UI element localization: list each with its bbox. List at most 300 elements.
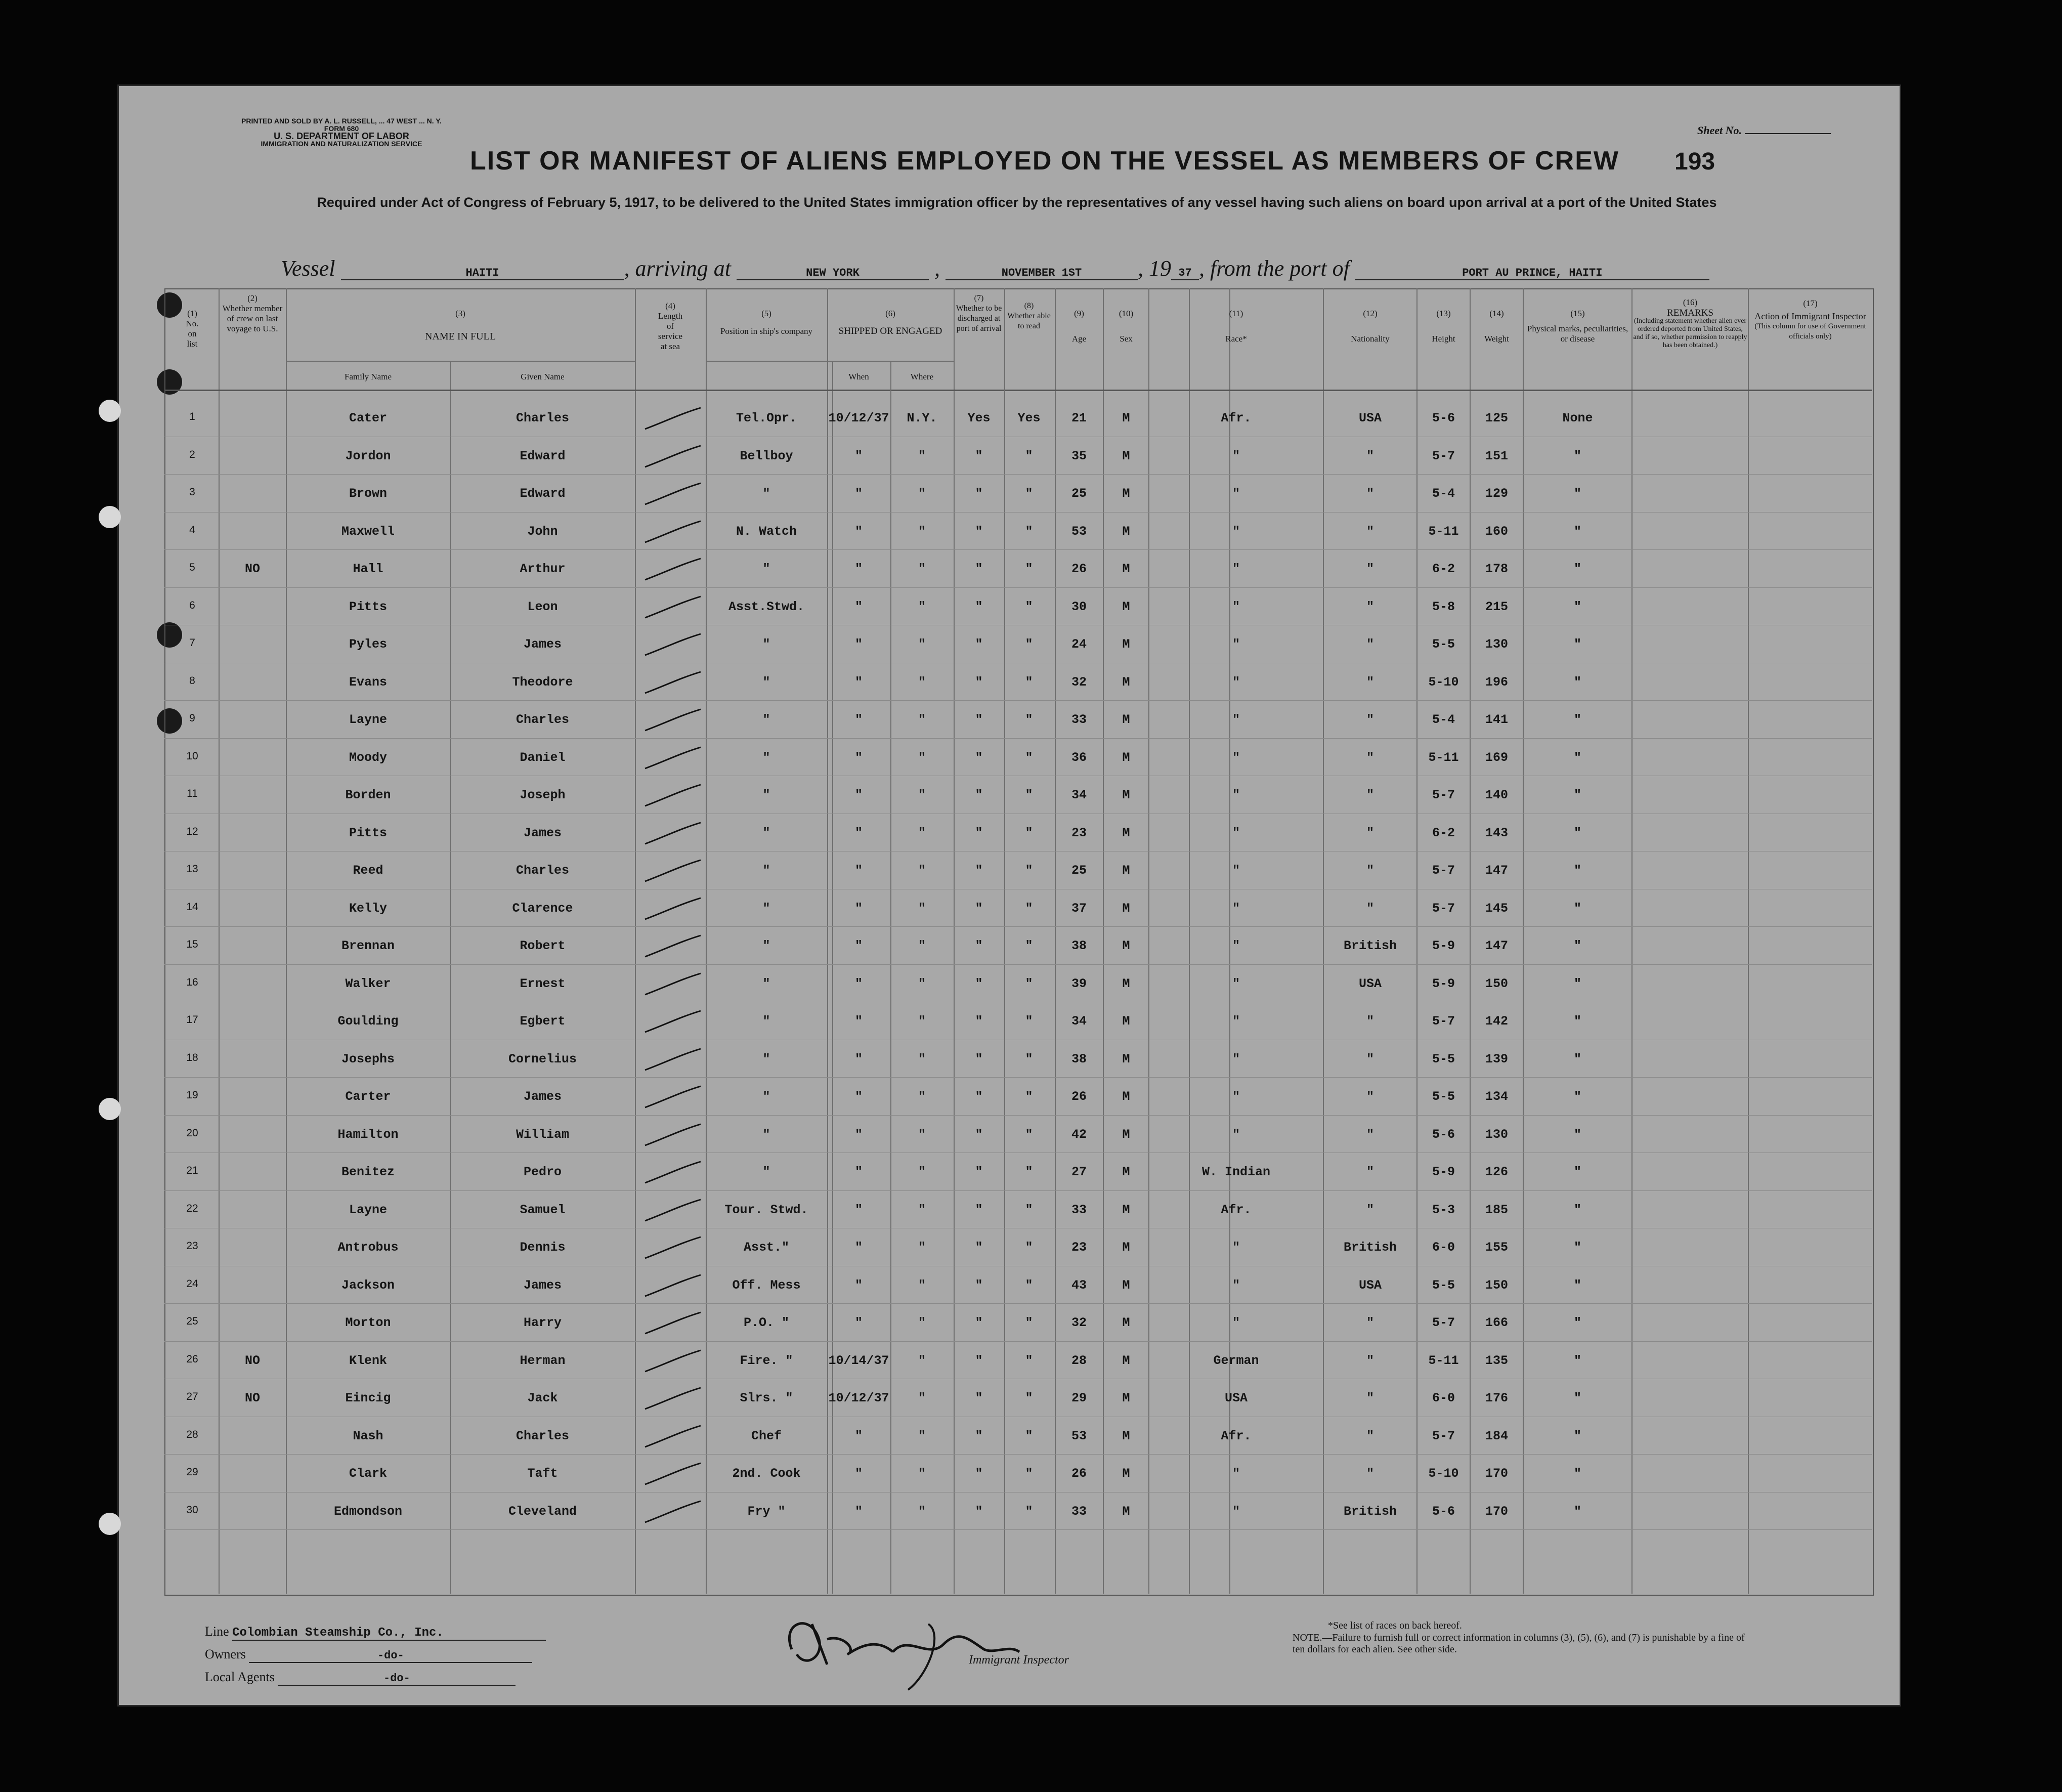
col-num: (10) <box>1119 309 1134 318</box>
cell-race: German <box>1213 1353 1259 1368</box>
cell-nationality: " <box>1366 674 1374 690</box>
cell-age: 32 <box>1071 1315 1087 1330</box>
cell-height: 6-0 <box>1432 1391 1455 1405</box>
col-header-3a: Family Name <box>344 372 392 381</box>
col-note: (This column for use of Government officials only) <box>1754 322 1866 340</box>
cell-nationality: " <box>1366 712 1374 727</box>
cell-no: 26 <box>186 1353 198 1365</box>
cell-sex: M <box>1122 448 1130 463</box>
cell-race: " <box>1232 637 1240 652</box>
cell-nationality: " <box>1366 562 1374 576</box>
cell-read: " <box>1025 938 1033 953</box>
cell-no: 13 <box>186 863 198 875</box>
cell-read: " <box>1025 901 1033 916</box>
cell-discharged: " <box>975 901 983 916</box>
cell-weight: 215 <box>1485 599 1508 614</box>
row-rule <box>164 926 1872 927</box>
col-header-10 <box>1104 309 1148 344</box>
cell-nationality: British <box>1343 1240 1397 1255</box>
cell-marks: " <box>1573 976 1581 991</box>
cell-sex: M <box>1122 411 1130 425</box>
footer-owners <box>205 1647 532 1663</box>
cell-age: 21 <box>1071 411 1087 425</box>
cell-marks: " <box>1573 1315 1581 1330</box>
cell-discharged: " <box>975 1466 983 1481</box>
row-rule <box>164 549 1872 550</box>
cell-read: " <box>1025 1089 1033 1104</box>
cell-given: Joseph <box>520 788 566 802</box>
cell-height: 5-6 <box>1432 1127 1455 1142</box>
row-rule <box>164 512 1872 513</box>
cell-weight: 170 <box>1485 1504 1508 1519</box>
cell-weight: 135 <box>1485 1353 1508 1368</box>
cell-height: 5-6 <box>1432 1504 1455 1519</box>
cell-height: 5-4 <box>1432 486 1455 501</box>
col-num: (11) <box>1229 309 1243 318</box>
line-label: Line <box>205 1624 229 1639</box>
col-label: Length of service at sea <box>658 311 683 351</box>
agents-value: -do- <box>278 1672 516 1686</box>
row-rule <box>164 1454 1872 1455</box>
cell-sex: M <box>1122 1089 1130 1104</box>
col-header-17 <box>1749 298 1872 342</box>
cell-age: 28 <box>1071 1353 1087 1368</box>
col-header-15 <box>1524 309 1631 344</box>
cell-age: 32 <box>1071 674 1087 690</box>
cell-family: Klenk <box>349 1353 387 1368</box>
cell-no: 12 <box>186 825 198 837</box>
cell-age: 33 <box>1071 712 1087 727</box>
cell-given: Charles <box>516 712 570 727</box>
cell-marks: None <box>1562 411 1593 425</box>
col-label: Weight <box>1484 334 1509 344</box>
row-rule <box>164 700 1872 701</box>
cell-sex: M <box>1122 825 1130 840</box>
cell-height: 5-5 <box>1432 1277 1455 1293</box>
cell-discharged: " <box>975 1428 983 1443</box>
service-tick-mark <box>640 442 706 472</box>
owners-value: -do- <box>249 1649 532 1663</box>
cell-given: Taft <box>527 1466 558 1481</box>
cell-sex: M <box>1122 524 1130 539</box>
cell-nationality: " <box>1366 1202 1374 1217</box>
cell-marks: " <box>1573 524 1581 539</box>
cell-race: " <box>1232 674 1240 690</box>
cell-discharged: " <box>975 1391 983 1405</box>
cell-weight: 130 <box>1485 637 1508 652</box>
cell-read: " <box>1025 1315 1033 1330</box>
col-label: REMARKS <box>1667 308 1713 318</box>
cell-position: " <box>762 788 770 802</box>
cell-no: 29 <box>186 1466 198 1478</box>
inspector-label: Immigrant Inspector <box>969 1653 1069 1667</box>
cell-sex: M <box>1122 1240 1130 1255</box>
cell-sex: M <box>1122 712 1130 727</box>
col-num: (6) <box>885 309 895 318</box>
cell-position: " <box>762 1089 770 1104</box>
row-rule <box>164 964 1872 965</box>
cell-read: " <box>1025 1353 1033 1368</box>
cell-sex: M <box>1122 901 1130 916</box>
row-rule <box>164 1303 1872 1304</box>
cell-where: " <box>918 1202 926 1217</box>
col-num: (1) <box>187 309 197 318</box>
cell-nationality: " <box>1366 1466 1374 1481</box>
cell-race: " <box>1232 901 1240 916</box>
cell-height: 5-7 <box>1432 448 1455 463</box>
cell-position: " <box>762 562 770 576</box>
cell-when: " <box>854 637 863 652</box>
cell-no: 21 <box>186 1165 198 1176</box>
cell-nationality: British <box>1343 938 1397 953</box>
cell-weight: 150 <box>1485 1277 1508 1293</box>
cell-when: " <box>854 1428 863 1443</box>
cell-nationality: " <box>1366 524 1374 539</box>
cell-no: 17 <box>186 1014 198 1026</box>
cell-where: " <box>918 750 926 765</box>
service-tick-mark <box>640 1233 706 1263</box>
cell-weight: 126 <box>1485 1165 1508 1179</box>
cell-height: 6-2 <box>1432 825 1455 840</box>
cell-read: " <box>1025 562 1033 576</box>
cell-read: " <box>1025 486 1033 501</box>
cell-marks: " <box>1573 599 1581 614</box>
cell-race: " <box>1232 599 1240 614</box>
cell-weight: 185 <box>1485 1202 1508 1217</box>
service-tick-mark <box>640 781 706 811</box>
cell-sex: M <box>1122 1391 1130 1405</box>
cell-no: 7 <box>189 637 195 649</box>
vessel-label: Vessel <box>281 256 335 281</box>
cell-where: " <box>918 1466 926 1481</box>
cell-height: 5-5 <box>1432 1089 1455 1104</box>
service-tick-mark <box>640 856 706 886</box>
cell-age: 25 <box>1071 486 1087 501</box>
cell-position: Off. Mess <box>732 1277 801 1293</box>
cell-when: " <box>854 1504 863 1519</box>
service-tick-mark <box>640 1196 706 1226</box>
cell-marks: " <box>1573 1202 1581 1217</box>
cell-sex: M <box>1122 1165 1130 1179</box>
cell-marks: " <box>1573 1051 1581 1066</box>
cell-race: " <box>1232 562 1240 576</box>
from-label: , from the port of <box>1198 256 1350 281</box>
cell-position: " <box>762 486 770 501</box>
cell-when: " <box>854 938 863 953</box>
cell-read: " <box>1025 825 1033 840</box>
cell-family: Cater <box>349 411 387 425</box>
cell-given: Cleveland <box>508 1504 577 1519</box>
cell-position: Fry " <box>747 1504 786 1519</box>
cell-weight: 134 <box>1485 1089 1508 1104</box>
col-label: Action of Immigrant Inspector <box>1754 311 1866 321</box>
cell-read: " <box>1025 1165 1033 1179</box>
row-rule <box>164 1529 1872 1530</box>
cell-sex: M <box>1122 750 1130 765</box>
cell-weight: 130 <box>1485 1127 1508 1142</box>
row-rule <box>164 1190 1872 1191</box>
cell-age: 43 <box>1071 1277 1087 1293</box>
cell-when: " <box>854 524 863 539</box>
cell-marks: " <box>1573 448 1581 463</box>
cell-nationality: " <box>1366 863 1374 878</box>
cell-family: Pitts <box>349 599 387 614</box>
cell-weight: 169 <box>1485 750 1508 765</box>
cell-read: " <box>1025 1014 1033 1029</box>
cell-marks: " <box>1573 901 1581 916</box>
cell-family: Walker <box>345 976 391 991</box>
cell-when: 10/14/37 <box>828 1353 889 1368</box>
cell-discharged: " <box>975 1089 983 1104</box>
cell-when: " <box>854 674 863 690</box>
col-label: NAME IN FULL <box>425 331 496 342</box>
cell-race: " <box>1232 486 1240 501</box>
cell-age: 34 <box>1071 788 1087 802</box>
cell-height: 5-11 <box>1428 524 1459 539</box>
cell-height: 5-10 <box>1428 674 1459 690</box>
cell-where: " <box>918 1127 926 1142</box>
cell-when: " <box>854 750 863 765</box>
cell-where: " <box>918 1014 926 1029</box>
cell-discharged: " <box>975 1165 983 1179</box>
cell-height: 5-7 <box>1432 1315 1455 1330</box>
cell-weight: 129 <box>1485 486 1508 501</box>
cell-weight: 125 <box>1485 411 1508 425</box>
service-tick-mark <box>640 1346 706 1377</box>
cell-where: " <box>918 825 926 840</box>
cell-no: 19 <box>186 1089 198 1101</box>
cell-marks: " <box>1573 1353 1581 1368</box>
cell-race: USA <box>1224 1391 1248 1405</box>
cell-weight: 140 <box>1485 788 1508 802</box>
cell-race: " <box>1232 1240 1240 1255</box>
cell-where: N.Y. <box>907 411 937 425</box>
column-divider <box>635 288 636 1594</box>
cell-when: " <box>854 901 863 916</box>
cell-age: 23 <box>1071 1240 1087 1255</box>
cell-marks: " <box>1573 788 1581 802</box>
col-header-12 <box>1324 309 1416 344</box>
cell-no: 10 <box>186 750 198 762</box>
cell-race: " <box>1232 825 1240 840</box>
cell-family: Morton <box>345 1315 391 1330</box>
col-label: Physical marks, peculiarities, or disease <box>1527 324 1628 344</box>
cell-age: 26 <box>1071 1089 1087 1104</box>
service-tick-mark <box>640 630 706 660</box>
cell-no: 9 <box>189 712 195 724</box>
cell-family: Josephs <box>341 1051 395 1066</box>
cell-race: " <box>1232 1014 1240 1029</box>
cell-race: " <box>1232 976 1240 991</box>
cell-discharged: " <box>975 938 983 953</box>
cell-when: " <box>854 1315 863 1330</box>
cell-given: Charles <box>516 863 570 878</box>
punch-hole <box>99 1513 121 1535</box>
cell-family: Clark <box>349 1466 387 1481</box>
service-tick-mark <box>640 1271 706 1301</box>
cell-when: " <box>854 1014 863 1029</box>
col-header-6a: When <box>848 372 869 381</box>
cell-discharged: " <box>975 524 983 539</box>
col-num: (9) <box>1074 309 1084 318</box>
col-header-14 <box>1471 309 1523 344</box>
cell-marks: " <box>1573 562 1581 576</box>
manifest-sheet <box>119 86 1900 1705</box>
cell-read: " <box>1025 750 1033 765</box>
cell-height: 5-10 <box>1428 1466 1459 1481</box>
cell-position: Fire. " <box>740 1353 793 1368</box>
cell-discharged: " <box>975 1504 983 1519</box>
cell-when: " <box>854 1240 863 1255</box>
cell-height: 5-7 <box>1432 901 1455 916</box>
line-value: Colombian Steamship Co., Inc. <box>232 1626 546 1641</box>
cell-given: James <box>523 1277 562 1293</box>
cell-position: " <box>762 750 770 765</box>
cell-age: 33 <box>1071 1202 1087 1217</box>
cell-where: " <box>918 1504 926 1519</box>
cell-when: " <box>854 1089 863 1104</box>
col-num: (13) <box>1436 309 1451 318</box>
cell-height: 5-11 <box>1428 750 1459 765</box>
cell-when: " <box>854 1051 863 1066</box>
cell-read: " <box>1025 599 1033 614</box>
cell-nationality: USA <box>1358 1277 1382 1293</box>
cell-age: 38 <box>1071 1051 1087 1066</box>
cell-position: Asst.Stwd. <box>728 599 805 614</box>
cell-race: " <box>1232 712 1240 727</box>
cell-when: " <box>854 1202 863 1217</box>
cell-nationality: " <box>1366 1014 1374 1029</box>
cell-sex: M <box>1122 938 1130 953</box>
cell-age: 26 <box>1071 562 1087 576</box>
cell-race: Afr. <box>1221 1428 1252 1443</box>
cell-given: Edward <box>520 486 566 501</box>
cell-weight: 160 <box>1485 524 1508 539</box>
cell-nationality: " <box>1366 1089 1374 1104</box>
cell-where: " <box>918 976 926 991</box>
cell-no: 27 <box>186 1391 198 1402</box>
cell-position: " <box>762 1165 770 1179</box>
cell-given: Edward <box>520 448 566 463</box>
col-label: Nationality <box>1351 334 1390 344</box>
cell-when: " <box>854 788 863 802</box>
cell-family: Benitez <box>341 1165 395 1179</box>
cell-position: Chef <box>751 1428 782 1443</box>
cell-given: Charles <box>516 411 570 425</box>
cell-family: Goulding <box>337 1014 399 1029</box>
cell-sex: M <box>1122 637 1130 652</box>
cell-position: Tel.Opr. <box>736 411 797 425</box>
cell-marks: " <box>1573 1504 1581 1519</box>
cell-read: " <box>1025 637 1033 652</box>
service-tick-mark <box>640 894 706 924</box>
cell-when: " <box>854 599 863 614</box>
cell-discharged: " <box>975 1051 983 1066</box>
cell-nationality: " <box>1366 1391 1374 1405</box>
cell-race: " <box>1232 524 1240 539</box>
owners-label: Owners <box>205 1647 246 1661</box>
cell-race: " <box>1232 788 1240 802</box>
cell-where: " <box>918 599 926 614</box>
cell-given: James <box>523 1089 562 1104</box>
service-tick-mark <box>640 1384 706 1414</box>
cell-weight: 170 <box>1485 1466 1508 1481</box>
cell-family: Layne <box>349 1202 387 1217</box>
cell-family: Moody <box>349 750 387 765</box>
cell-weight: 178 <box>1485 562 1508 576</box>
cell-family: Brennan <box>341 938 395 953</box>
cell-nationality: " <box>1366 1165 1374 1179</box>
cell-no: 25 <box>186 1315 198 1327</box>
cell-position: 2nd. Cook <box>732 1466 801 1481</box>
cell-when: " <box>854 448 863 463</box>
row-rule <box>164 1115 1872 1116</box>
cell-where: " <box>918 674 926 690</box>
cell-when: 10/12/37 <box>828 411 889 425</box>
cell-read: " <box>1025 1202 1033 1217</box>
cell-position: " <box>762 901 770 916</box>
cell-weight: 141 <box>1485 712 1508 727</box>
col-label: Sex <box>1120 334 1133 344</box>
cell-race: " <box>1232 938 1240 953</box>
cell-position: Tour. Stwd. <box>724 1202 808 1217</box>
cell-weight: 176 <box>1485 1391 1508 1405</box>
cell-weight: 142 <box>1485 1014 1508 1029</box>
cell-sex: M <box>1122 1051 1130 1066</box>
cell-where: " <box>918 1277 926 1293</box>
cell-when: " <box>854 486 863 501</box>
cell-when: " <box>854 562 863 576</box>
cell-no: 30 <box>186 1504 198 1516</box>
cell-given: James <box>523 637 562 652</box>
cell-given: Theodore <box>512 674 573 690</box>
cell-read: " <box>1025 863 1033 878</box>
printer-block <box>164 117 519 148</box>
cell-sex: M <box>1122 1014 1130 1029</box>
arrival-year: 37 <box>1171 267 1199 280</box>
cell-position: " <box>762 976 770 991</box>
service-tick-mark <box>640 931 706 962</box>
page-subtitle: Required under Act of Congress of February 5, 1917, to be delivered to the United States immigration officer by the representatives of any vessel having such aliens on board upon arrival at a port of the United States <box>317 195 1717 210</box>
cell-age: 33 <box>1071 1504 1087 1519</box>
cell-discharged: " <box>975 1202 983 1217</box>
cell-sex: M <box>1122 1504 1130 1519</box>
cell-where: " <box>918 712 926 727</box>
cell-marks: " <box>1573 938 1581 953</box>
cell-marks: " <box>1573 1089 1581 1104</box>
col-num: (15) <box>1570 309 1585 318</box>
col-num: (17) <box>1803 298 1818 308</box>
cell-weight: 139 <box>1485 1051 1508 1066</box>
cell-discharged: " <box>975 1240 983 1255</box>
service-tick-mark <box>640 743 706 774</box>
cell-given: William <box>516 1127 570 1142</box>
cell-no: 23 <box>186 1240 198 1252</box>
col-header-16 <box>1633 298 1748 350</box>
cell-given: Daniel <box>520 750 566 765</box>
departure-port: PORT AU PRINCE, HAITI <box>1355 267 1709 280</box>
cell-marks: " <box>1573 1277 1581 1293</box>
col-num: (2) <box>247 293 257 303</box>
cell-sex: M <box>1122 863 1130 878</box>
col-num: (3) <box>455 309 465 318</box>
agents-label: Local Agents <box>205 1670 275 1684</box>
header-rule <box>286 361 635 362</box>
cell-height: 5-5 <box>1432 1051 1455 1066</box>
cell-given: Egbert <box>520 1014 566 1029</box>
cell-given: Pedro <box>523 1165 562 1179</box>
cell-height: 6-2 <box>1432 562 1455 576</box>
